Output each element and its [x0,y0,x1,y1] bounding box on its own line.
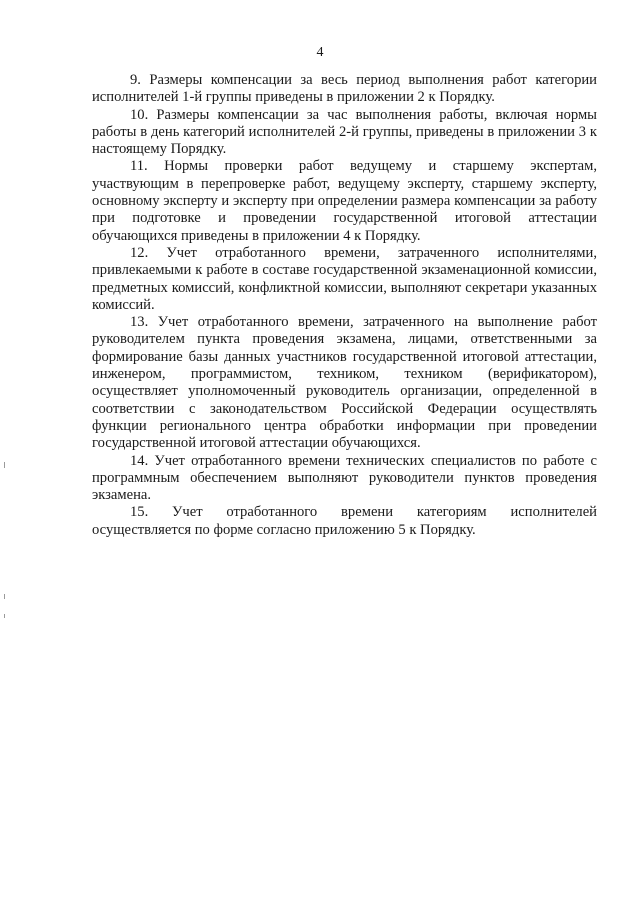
paragraph-13: 13. Учет отработанного времени, затраченного на выполнение работ руководителем пункта проведения экзамена, лицами, ответственными за формирование базы данных участников государственной итоговой аттестации, инженером, программистом, техником, техником (верификатором), осуществляет уполномоченный руководитель организации, определенной в соответствии с законодательством Российской Федерации осуществлять функции регионального центра обработки информации при проведении государственной итоговой аттестации обучающихся. [92,314,597,452]
paragraph-10: 10. Размеры компенсации за час выполнения работы, включая нормы работы в день категорий исполнителей 2-й группы, приведены в приложении 3 к настоящему Порядку. [92,106,597,158]
paragraph-9: 9. Размеры компенсации за весь период выполнения работ категории исполнителей 1-й группы приведены в приложении 2 к Порядку. [92,72,597,106]
paragraph-11: 11. Нормы проверки работ ведущему и старшему экспертам, участвующим в перепроверке работ, ведущему эксперту, старшему эксперту, основному эксперту и эксперту при определении размера компенсации за работу при подготовке и проведении государственной итоговой аттестации обучающихся приведены в приложении 4 к Порядку. [92,158,597,244]
margin-scan-mark [4,462,5,468]
margin-scan-mark [4,614,5,618]
paragraph-15: 15. Учет отработанного времени категориям исполнителей осуществляется по форме согласно приложению 5 к Порядку. [92,504,597,538]
document-body [92,72,597,539]
margin-scan-mark [4,594,5,599]
page-number: 4 [316,45,324,60]
paragraph-12: 12. Учет отработанного времени, затраченного исполнителями, привлекаемыми к работе в составе государственной экзаменационной комиссии, предметных комиссий, конфликтной комиссии, выполняют секретари указанных комиссий. [92,244,597,313]
paragraph-14: 14. Учет отработанного времени технических специалистов по работе с программным обеспечением выполняют руководители пунктов проведения экзамена. [92,452,597,504]
